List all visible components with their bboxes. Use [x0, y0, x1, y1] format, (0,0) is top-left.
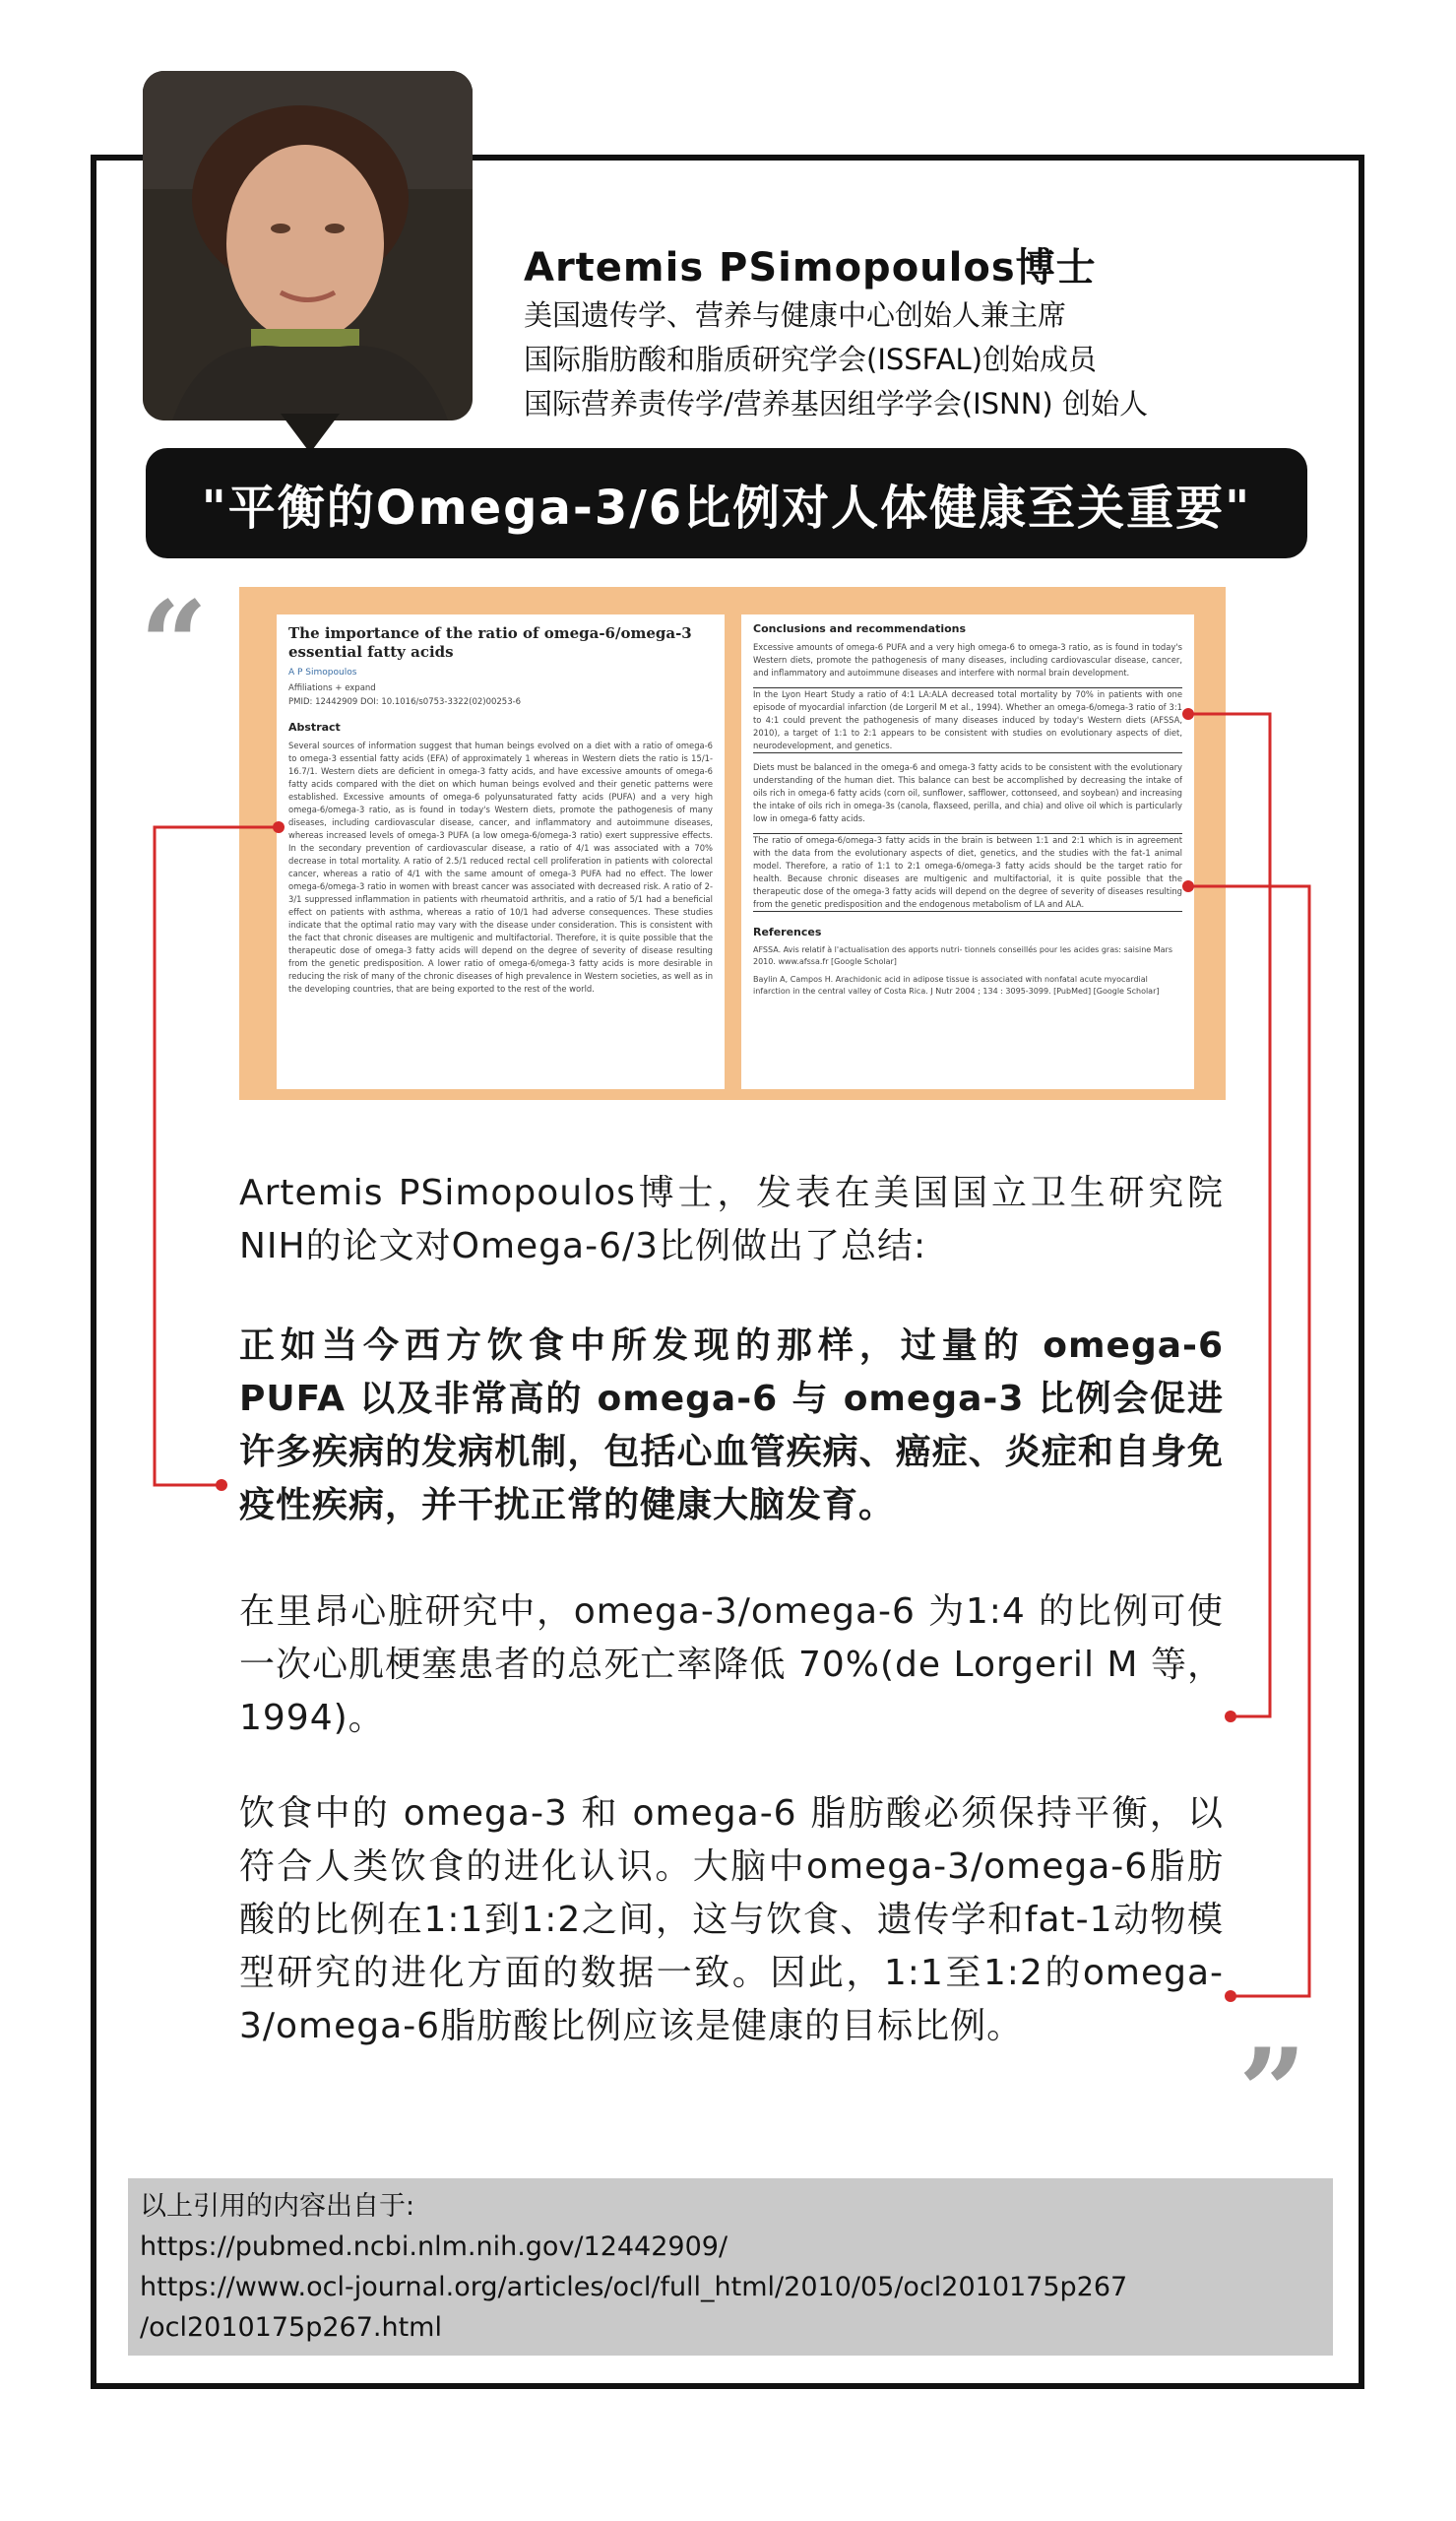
profile-title-3: 国际营养责传学/营养基因组学学会(ISNN) 创始人 [524, 387, 1148, 420]
paper-affiliations[interactable]: Affiliations + expand [288, 682, 376, 693]
connector-dot [273, 821, 285, 833]
open-quote-icon: “ [140, 575, 209, 714]
conclusion-para-3: Diets must be balanced in the omega-6 and omega-3 fatty acids to be consistent with the evolutionary understanding of the human diet. This balance can best be accomplished by decreasing the intake of oils rich in omega-6 fatty acids (corn oil, sunflower, safflower, cottonseed, and soybean) and increasing the intake of oils rich in omega-3s (canola, flaxseed, perilla, and chia) and olive oil which is particularly low in omega-6 fatty acids. [753, 762, 1182, 824]
conclusion-para-2: In the Lyon Heart Study a ratio of 4:1 LA:ALA decreased total mortality by 70% in patients with one episode of myocardial infarction (de Lorgeril M et al., 1994). Whether an omega-6/omega-3 ratio of 3:1 to 4:1 could prevent the pathogenesis of many diseases induced by today's Western diets (AFSSA, 2010), a target of 1:1 to 2:1 appears to be consistent with studies on evolutionary aspects of diet, neurodevelopment, and genetics. [753, 687, 1182, 753]
source-heading: 以上引用的内容出自于: [140, 2191, 415, 2222]
quote-paragraph-2: 在里昂心脏研究中，omega-3/omega-6 为1:4 的比例可使一次心肌梗塞患者的总死亡率降低 70%(de Lorgeril M 等，1994)。 [239, 1591, 1224, 1738]
source-url-1[interactable]: https://pubmed.ncbi.nlm.nih.gov/12442909/ [140, 2231, 728, 2262]
conclusion-para-4: The ratio of omega-6/omega-3 fatty acids in the brain is between 1:1 and 2:1 which is in agreement with the data from the evolutionary aspects of diet, genetics, and the studies with the fat-1 animal model. Therefore, a ratio of 1:1 to 2:1 omega-6/omega-3 fatty acids should be the target ratio for health. Because chronic diseases are multigenic and multifactorial, it is quite possible that the therapeutic dose of the omega-3 fatty acids will depend on the degree of severity of diseases resulting from the genetic predisposition and the endogenous metabolism of LA and ALA. [753, 833, 1182, 912]
paper-title: The importance of the ratio of omega-6/omega-3 essential fatty acids [288, 624, 692, 661]
headline-banner: "平衡的Omega-3/6比例对人体健康至关重要" [146, 448, 1307, 558]
connector-dot [1182, 708, 1194, 720]
reference-2: Baylin A, Campos H. Arachidonic acid in adipose tissue is associated with nonfatal acute myocardial infarction in the central valley of Costa Rica. J Nutr 2004 ; 134 : 3095-3099. [PubMed] [Google Scholar] [753, 975, 1160, 997]
paper-author[interactable]: A P Simopoulos [288, 667, 357, 678]
connector-dot [1182, 880, 1194, 892]
source-url-3[interactable]: /ocl2010175p267.html [140, 2312, 442, 2343]
references-heading: References [753, 926, 822, 939]
source-url-2[interactable]: https://www.ocl-journal.org/articles/ocl/full_html/2010/05/ocl2010175p267 [140, 2272, 1128, 2302]
profile-title-1: 美国遗传学、营养与健康中心创始人兼主席 [524, 298, 1067, 332]
connector-dot [216, 1479, 227, 1491]
source-box [128, 2178, 1333, 2356]
profile-title-2: 国际脂肪酸和脂质研究学会(ISSFAL)创始成员 [524, 343, 1098, 376]
abstract-text: Several sources of information suggest that human beings evolved on a diet with a ratio of omega-6 to omega-3 essential fatty acids (EFA) of approximately 1 whereas in Western diets the ratio is 15/1-16.7/1. Western diets are deficient in omega-3 fatty acids, and have excessive amounts of omega-6 fatty acids compared with the diet on which human beings evolved and their genetic patterns were established. Excessive amounts of omega-6 polyunsaturated fatty acids (PUFA) and a very high omega-6/omega-3 ratio, as is found in today's Western diets, promote the pathogenesis of many diseases, including cardiovascular disease, cancer, and inflammatory and autoimmune diseases, whereas increased levels of omega-3 PUFA (a low omega-6/omega-3 ratio) exert suppressive effects. In the secondary prevention of cardiovascular disease, a ratio of 4/1 was associated with a 70% decrease in total mortality. A ratio of 2.5/1 reduced rectal cell proliferation in patients with colorectal cancer, whereas a ratio of 4/1 with the same amount of omega-3 PUFA had no effect. The lower omega-6/omega-3 ratio in women with breast cancer was associated with decreased risk. A ratio of 2-3/1 suppressed inflammation in patients with rheumatoid arthritis, and a ratio of 5/1 had a beneficial effect on patients with asthma, whereas a ratio of 10/1 had adverse consequences. These studies indicate that the optimal ratio may vary with the disease under consideration. This is consistent with the fact that chronic diseases are multigenic and multifactorial. Therefore, it is quite possible that the therapeutic dose of omega-3 fatty acids will depend on the degree of severity of disease resulting from the genetic predisposition. A lower ratio of omega-6/omega-3 fatty acids is more desirable in reducing the risk of many of the chronic diseases of high prevalence in Western societies, as well as in the developing countries, that are being exported to the rest of the world. [288, 740, 713, 994]
conclusion-para-1: Excessive amounts of omega-6 PUFA and a very high omega-6 to omega-3 ratio, as is found in today's Western diets, promote the pathogenesis of many diseases, including cardiovascular disease, cancer, and inflammatory and autoimmune diseases and interfere with normal brain development. [753, 642, 1182, 679]
reference-1: AFSSA. Avis relatif à l'actualisation des apports nutri- tionnels conseillés pour les acides gras: saisine Mars 2010. www.afssa.fr [Google Scholar] [753, 945, 1173, 967]
close-quote-icon: ” [1238, 2023, 1307, 2162]
connector-dot [1225, 1711, 1236, 1722]
quote-paragraph-1: 正如当今西方饮食中所发现的那样，过量的 omega-6 PUFA 以及非常高的 omega-6 与 omega-3 比例会促进许多疾病的发病机制，包括心血管疾病、癌症、炎症和自身免疫性疾病，并干扰正常的健康大脑发育。 [239, 1325, 1224, 1525]
intro-paragraph: Artemis PSimopoulos博士，发表在美国国立卫生研究院NIH的论文对Omega-6/3比例做出了总结: [239, 1173, 1224, 1266]
profile-name: Artemis PSimopoulos博士 [524, 245, 1097, 291]
quote-paragraph-3: 饮食中的 omega-3 和 omega-6 脂肪酸必须保持平衡，以符合人类饮食的进化认识。大脑中omega-3/omega-6脂肪酸的比例在1:1到1:2之间，这与饮食、遗传学和fat-1动物模型研究的进化方面的数据一致。因此，1:1至1:2的omega-3/omega-6脂肪酸比例应该是健康的目标比例。 [239, 1793, 1224, 2046]
conclusions-heading: Conclusions and recommendations [753, 622, 967, 635]
abstract-heading: Abstract [288, 720, 341, 734]
connector-dot [1225, 1990, 1236, 2002]
paper-pmid: PMID: 12442909 DOI: 10.1016/s0753-3322(02)00253-6 [288, 696, 522, 707]
